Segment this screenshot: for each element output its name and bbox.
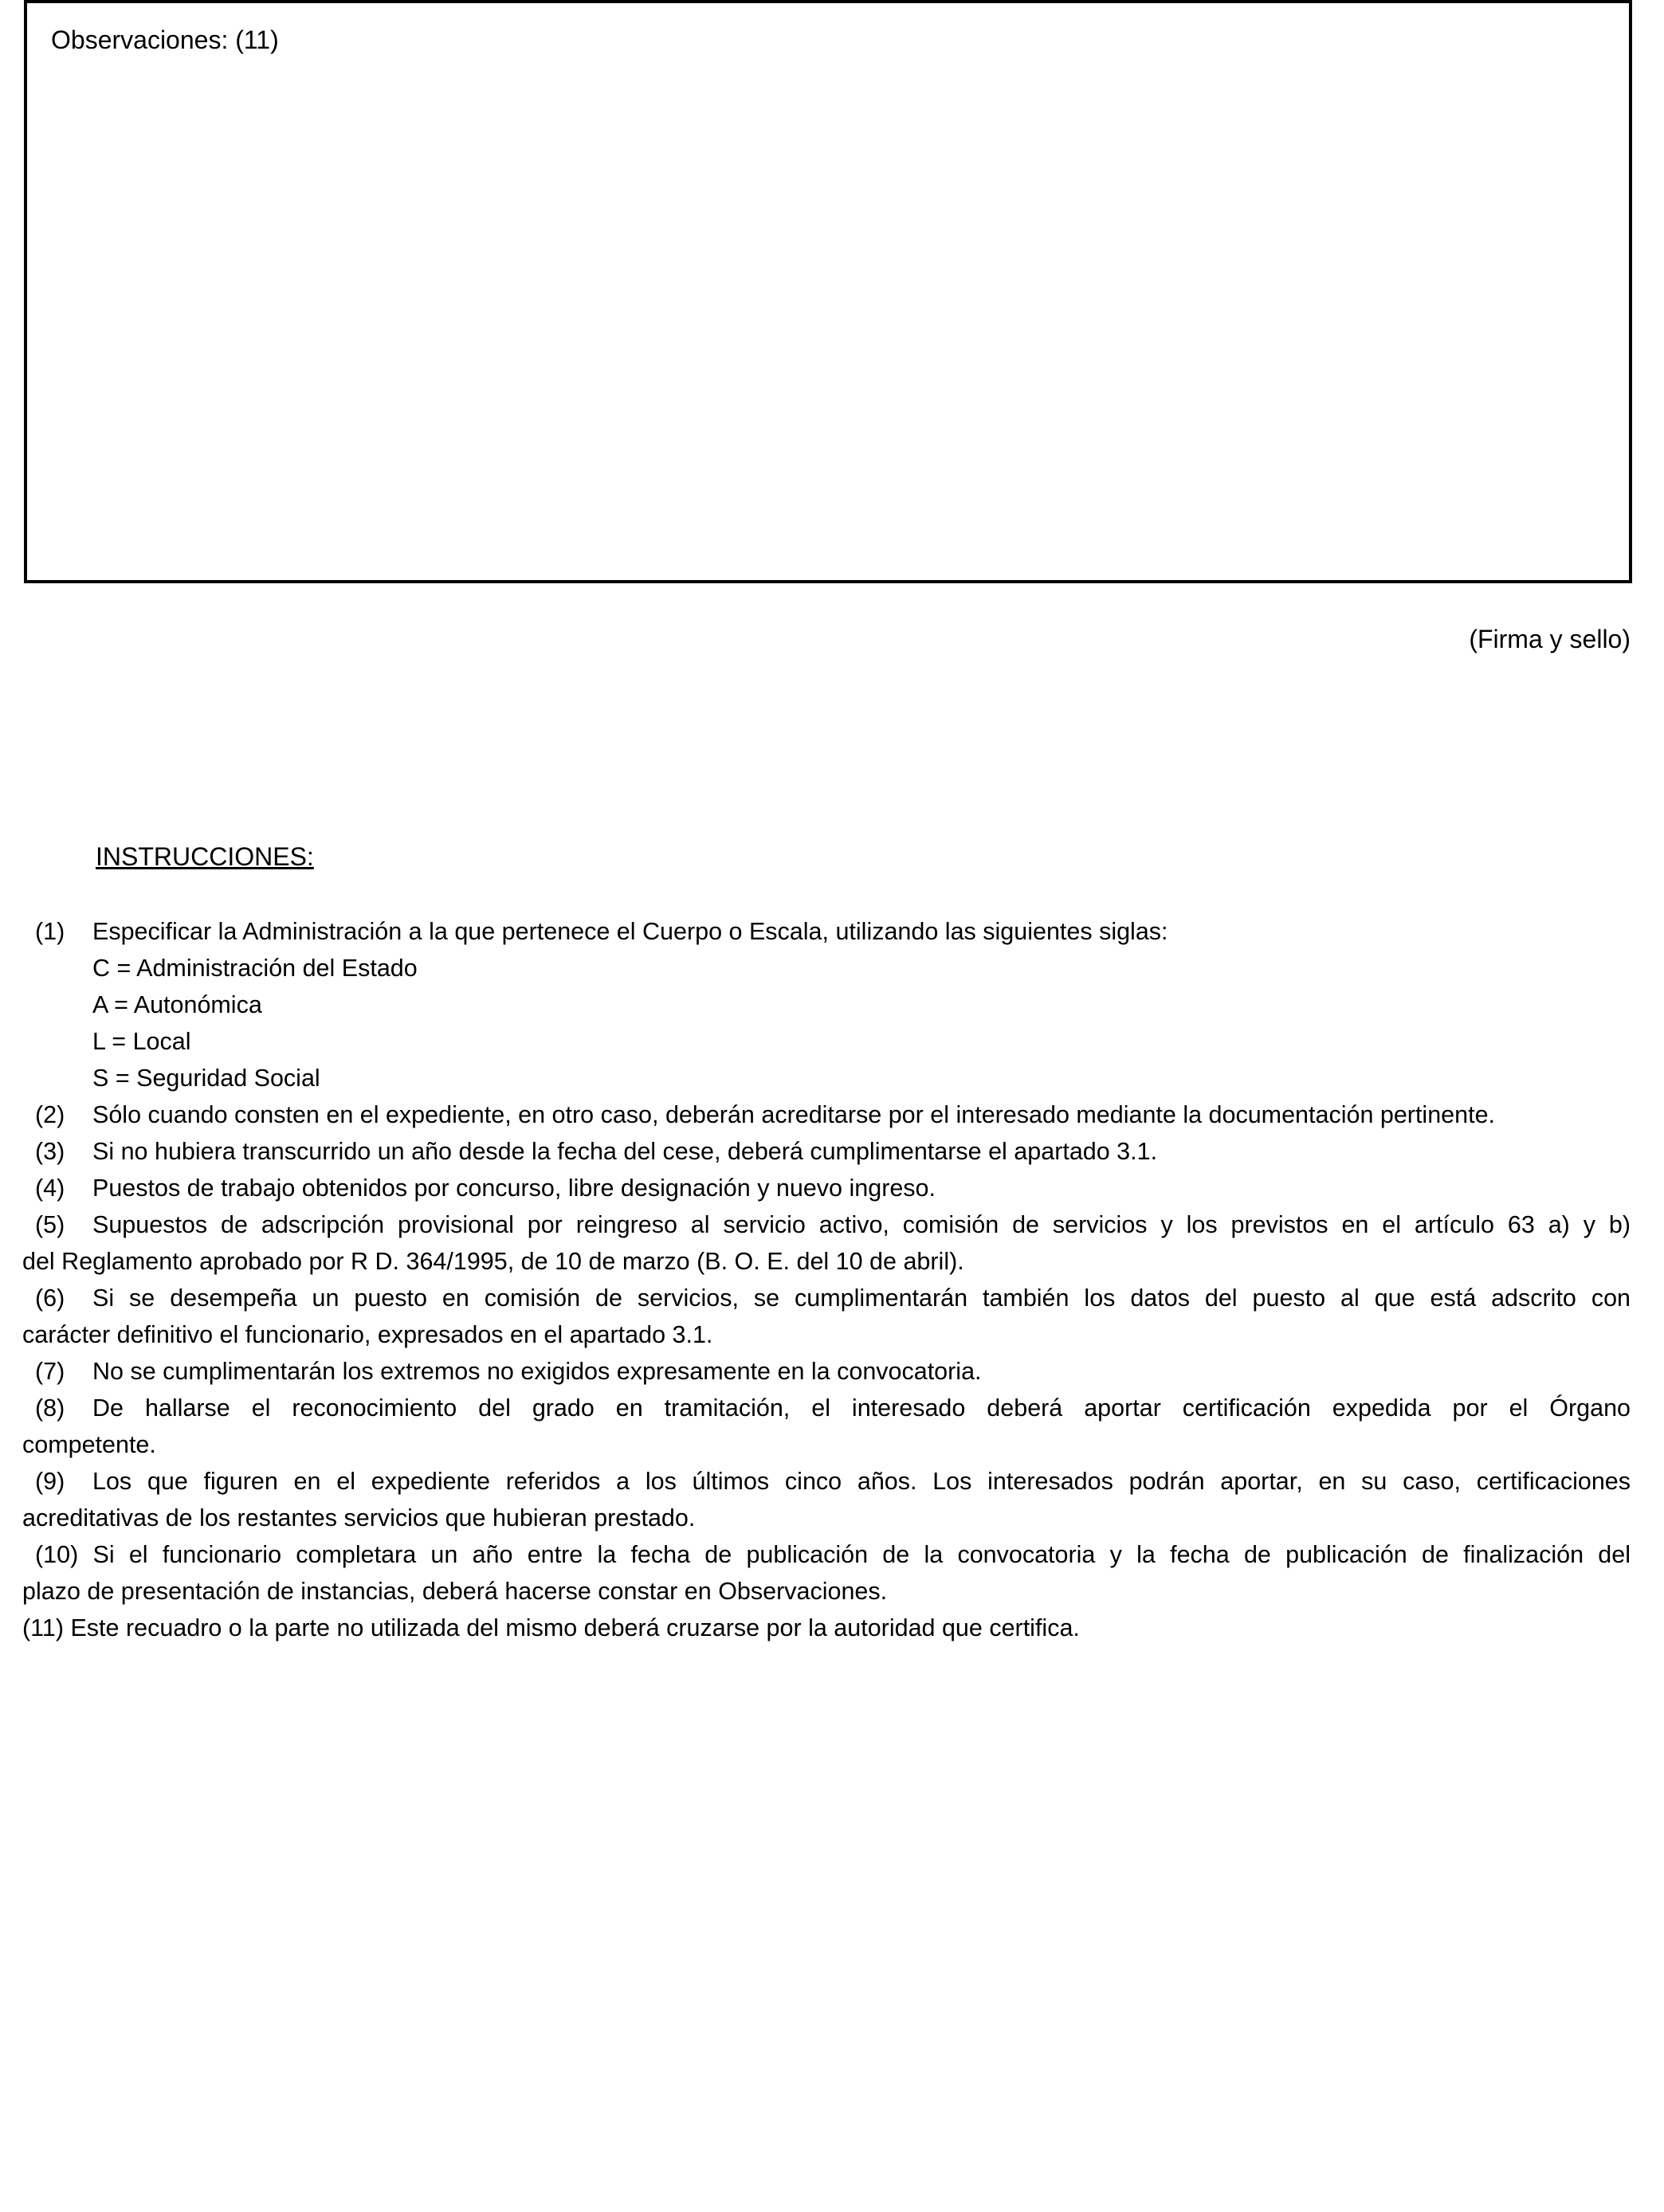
instruction-8-cont: competente. — [22, 1431, 156, 1458]
instruction-10: (10) Si el funcionario completara un año entre la fecha de publicación de la convocatoria y la fecha de publicación de finalización del — [35, 1541, 1631, 1568]
acronym-s: S = Seguridad Social — [92, 1065, 320, 1092]
instruction-9-cont: acreditativas de los restantes servicios que hubieran prestado. — [22, 1504, 696, 1532]
instruction-number: (7) — [35, 1358, 65, 1385]
instruction-text: De hallarse el reconocimiento del grado en tramitación, el interesado deberá aportar certificación expedida por el Órgano — [92, 1394, 1631, 1422]
instruction-7 — [29, 1353, 1631, 1390]
instruction-number: (4) — [35, 1175, 65, 1202]
instruction-text: No se cumplimentarán los extremos no exigidos expresamente en la convocatoria. — [92, 1358, 982, 1385]
instruction-text: Especificar la Administración a la que pertenece el Cuerpo o Escala, utilizando las siguientes siglas: — [92, 918, 1168, 945]
instruction-9 — [29, 1463, 1631, 1500]
instruction-1 — [29, 913, 1631, 950]
signature-label: (Firma y sello) — [1469, 625, 1631, 653]
instruction-text: Si se desempeña un puesto en comisión de servicios, se cumplimentarán también los datos del puesto al que está adscrito con — [92, 1284, 1631, 1312]
acronym-a: A = Autonómica — [92, 991, 262, 1018]
instruction-number: (8) — [35, 1394, 65, 1422]
instruction-number: (1) — [35, 918, 65, 945]
instruction-text: Sólo cuando consten en el expediente, en otro caso, deberán acreditarse por el interesado mediante la documentación pertinente. — [92, 1101, 1496, 1128]
instruction-8 — [29, 1390, 1631, 1426]
instruction-5-cont: del Reglamento aprobado por R D. 364/1995, de 10 de marzo (B. O. E. del 10 de abril). — [22, 1248, 964, 1275]
instruction-4 — [29, 1170, 1631, 1206]
instructions-list — [22, 913, 1631, 1646]
instruction-10-cont: plazo de presentación de instancias, deberá hacerse constar en Observaciones. — [22, 1578, 888, 1605]
instruction-number: (5) — [35, 1211, 65, 1238]
instruction-number: (6) — [35, 1284, 65, 1312]
instruction-2 — [29, 1096, 1631, 1133]
instruction-6-cont: carácter definitivo el funcionario, expresados en el apartado 3.1. — [22, 1321, 713, 1348]
instruction-text: Supuestos de adscripción provisional por reingreso al servicio activo, comisión de servicios y los previstos en el artículo 63 a) y b) — [92, 1211, 1631, 1238]
observations-label: Observaciones: (11) — [51, 25, 279, 54]
instruction-number: (9) — [35, 1468, 65, 1495]
observations-box[interactable] — [24, 0, 1632, 583]
instruction-text: Si no hubiera transcurrido un año desde la fecha del cese, deberá cumplimentarse el apartado 3.1. — [92, 1138, 1158, 1165]
instruction-11: (11) Este recuadro o la parte no utilizada del mismo deberá cruzarse por la autoridad que certifica. — [22, 1614, 1080, 1641]
instruction-5 — [29, 1206, 1631, 1243]
instruction-text: Puestos de trabajo obtenidos por concurso, libre designación y nuevo ingreso. — [92, 1175, 936, 1202]
instruction-number: (2) — [35, 1101, 65, 1128]
acronym-l: L = Local — [92, 1028, 191, 1055]
acronym-c: C = Administración del Estado — [92, 955, 418, 982]
instruction-6 — [29, 1280, 1631, 1316]
instruction-number: (3) — [35, 1138, 65, 1165]
instruction-3 — [29, 1133, 1631, 1170]
instructions-title: INSTRUCCIONES: — [96, 842, 314, 871]
instruction-text: Los que figuren en el expediente referidos a los últimos cinco años. Los interesados podrán aportar, en su caso, certificaciones — [92, 1468, 1631, 1495]
